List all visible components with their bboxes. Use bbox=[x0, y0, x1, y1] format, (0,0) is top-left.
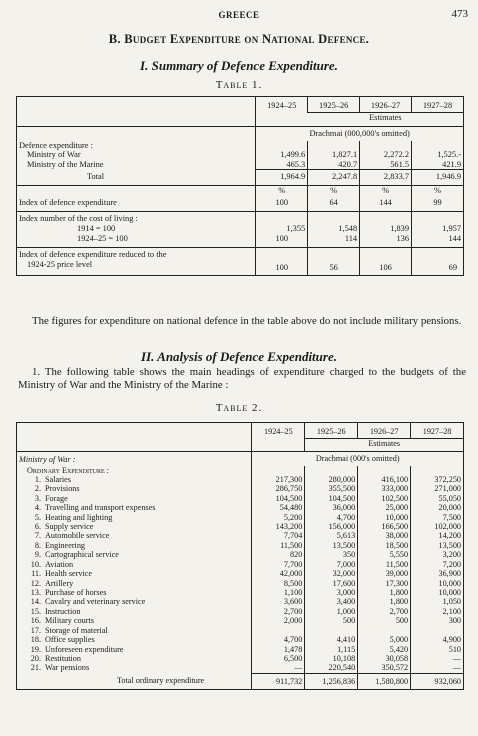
table-row bbox=[17, 607, 464, 616]
t2-row-text: Storage of material bbox=[45, 625, 108, 635]
table1-title: Table 1. bbox=[215, 79, 263, 91]
t2-cell: 1,100 bbox=[252, 588, 305, 597]
t1-unit-label: Drachmai (000,000's omitted) bbox=[256, 127, 464, 141]
t2-cell: 220,540 bbox=[305, 663, 358, 673]
t2-cell: 36,000 bbox=[305, 503, 358, 512]
t2-cell: 2,100 bbox=[411, 607, 464, 616]
t2-row-label bbox=[17, 475, 252, 484]
t1-cell: 114 bbox=[308, 234, 360, 248]
t2-row-label bbox=[17, 494, 252, 503]
table-row bbox=[17, 522, 464, 531]
table-row bbox=[17, 588, 464, 597]
t2-total-cell: 911,732 bbox=[252, 673, 305, 689]
t2-row-text: Heating and lighting bbox=[45, 512, 113, 522]
t2-cell: 500 bbox=[305, 616, 358, 625]
t2-row-number: 15. bbox=[30, 606, 41, 616]
t2-cell: 10,108 bbox=[305, 654, 358, 663]
t2-cell: 36,900 bbox=[411, 569, 464, 578]
t2-row-text: Travelling and transport expenses bbox=[45, 503, 156, 513]
t2-cell: 4,410 bbox=[305, 635, 358, 644]
subsection-title-summary: I. Summary of Defence Expenditure. bbox=[140, 58, 338, 73]
t2-cell: 1,115 bbox=[305, 645, 358, 654]
t2-row-label bbox=[17, 550, 252, 559]
table-row bbox=[17, 560, 464, 569]
t2-cell: 500 bbox=[358, 616, 411, 625]
t2-row-text: Military courts bbox=[45, 616, 94, 626]
t1-cell: 1,355 bbox=[256, 224, 308, 234]
t2-row-text: Supply service bbox=[45, 522, 94, 532]
t2-row-label bbox=[17, 597, 252, 606]
t1-cell: 56 bbox=[308, 260, 360, 276]
t1-cell: 2,272.2 bbox=[360, 150, 412, 160]
t1-cell: 69 bbox=[412, 260, 464, 276]
table2 bbox=[16, 422, 464, 690]
table-row bbox=[17, 541, 464, 550]
t2-cell: 217,300 bbox=[252, 475, 305, 484]
t2-cell: 333,000 bbox=[358, 484, 411, 493]
t2-row-number: 19. bbox=[30, 644, 41, 654]
t1-cost-heading: Index number of the cost of living : bbox=[19, 214, 138, 224]
t2-row-number: 12. bbox=[30, 578, 41, 588]
table-row bbox=[17, 579, 464, 588]
t2-cell: 4,900 bbox=[411, 635, 464, 644]
t2-cell: 104,500 bbox=[252, 494, 305, 503]
t2-cell: 510 bbox=[411, 645, 464, 654]
section-title: B. Budget Expenditure on National Defence. bbox=[108, 32, 370, 46]
t2-cell: 8,500 bbox=[252, 579, 305, 588]
t2-cell bbox=[411, 626, 464, 635]
t2-cell: 3,600 bbox=[252, 597, 305, 606]
t2-col-header: 1924–25 bbox=[252, 423, 305, 439]
t1-cell: 1,499.6 bbox=[256, 150, 308, 160]
table-row bbox=[17, 626, 464, 635]
table-row bbox=[17, 513, 464, 522]
t2-cell: 286,750 bbox=[252, 484, 305, 493]
subsection-title-analysis: II. Analysis of Defence Expenditure. bbox=[141, 349, 337, 364]
t2-ministry-label: Ministry of War : bbox=[19, 455, 76, 464]
t2-row-label bbox=[17, 531, 252, 540]
t2-cell: 1,478 bbox=[252, 645, 305, 654]
t2-cell: 1,800 bbox=[358, 588, 411, 597]
t1-cell: 136 bbox=[360, 234, 412, 248]
t1-row-label: Ministry of the Marine bbox=[27, 159, 104, 169]
t2-row-number: 10. bbox=[30, 559, 41, 569]
t2-row-text: Health service bbox=[45, 569, 93, 579]
t2-row-label bbox=[17, 484, 252, 493]
t2-cell: 4,700 bbox=[252, 635, 305, 644]
t2-cell: 5,613 bbox=[305, 531, 358, 540]
t2-cell: 20,000 bbox=[411, 503, 464, 512]
t2-cell: 416,100 bbox=[358, 475, 411, 484]
t2-cell: 5,200 bbox=[252, 513, 305, 522]
t2-cell: 11,500 bbox=[252, 541, 305, 550]
table1-note: The figures for expenditure on national defence in the table above do not include military pensions. bbox=[32, 315, 462, 327]
t2-row-number: 5. bbox=[34, 512, 41, 522]
t1-defence-heading: Defence expenditure : bbox=[19, 140, 93, 150]
t1-cell: 144 bbox=[360, 198, 412, 212]
t2-cell: 54,480 bbox=[252, 503, 305, 512]
t2-row-label bbox=[17, 513, 252, 522]
table2-title: Table 2. bbox=[215, 402, 263, 414]
t2-cell: 7,500 bbox=[411, 513, 464, 522]
t2-cell: 13,500 bbox=[411, 541, 464, 550]
t1-cell: 421.9 bbox=[412, 160, 464, 170]
t2-row-label bbox=[17, 663, 252, 673]
t1-row-label: Index of defence expenditure bbox=[19, 197, 117, 207]
t1-cell: 420.7 bbox=[308, 160, 360, 170]
t2-cell: 7,000 bbox=[305, 560, 358, 569]
table-row bbox=[17, 503, 464, 512]
table-row bbox=[17, 569, 464, 578]
t2-cell: 3,000 bbox=[305, 588, 358, 597]
t2-row-number: 3. bbox=[34, 493, 41, 503]
t2-cell: 2,700 bbox=[252, 607, 305, 616]
t2-col-header: 1927–28 bbox=[411, 423, 464, 439]
t2-cell: 820 bbox=[252, 550, 305, 559]
t2-row-text: Artillery bbox=[45, 578, 74, 588]
table-row bbox=[17, 616, 464, 625]
t2-cell: 6,500 bbox=[252, 654, 305, 663]
t2-cell: 30,058 bbox=[358, 654, 411, 663]
t1-cell: 1,839 bbox=[360, 224, 412, 234]
t2-cell: 102,000 bbox=[411, 522, 464, 531]
t2-cell: 32,000 bbox=[305, 569, 358, 578]
t2-cell: 350 bbox=[305, 550, 358, 559]
t2-cell: 17,300 bbox=[358, 579, 411, 588]
t2-row-text: Cartographical service bbox=[45, 550, 119, 560]
table-row bbox=[17, 531, 464, 540]
t2-row-label bbox=[17, 588, 252, 597]
t2-col-header: 1925–26 bbox=[305, 423, 358, 439]
t2-row-text: Aviation bbox=[45, 559, 74, 569]
t2-row-text: Provisions bbox=[45, 484, 80, 494]
t2-row-text: Forage bbox=[45, 493, 68, 503]
t2-row-number: 2. bbox=[34, 484, 41, 494]
t2-cell: 350,572 bbox=[358, 663, 411, 673]
t2-row-text: Engineering bbox=[45, 540, 86, 550]
t2-row-label bbox=[17, 626, 252, 635]
t2-row-label bbox=[17, 616, 252, 625]
t2-cell: 5,550 bbox=[358, 550, 411, 559]
t2-estimates-label: Estimates bbox=[305, 439, 464, 452]
running-header: GREECE bbox=[218, 10, 260, 20]
t2-cell: 55,050 bbox=[411, 494, 464, 503]
t1-cell: 1,525.- bbox=[412, 150, 464, 160]
t2-row-text: Instruction bbox=[45, 606, 81, 616]
t1-cell: 1,548 bbox=[308, 224, 360, 234]
t1-cell: 99 bbox=[412, 198, 464, 212]
t1-row-label: 1924-25 price level bbox=[27, 259, 93, 269]
t1-pct: % bbox=[360, 186, 412, 198]
table-row bbox=[17, 645, 464, 654]
t2-total-label: Total ordinary expenditure bbox=[117, 676, 205, 686]
t1-cell: 465.3 bbox=[256, 160, 308, 170]
t1-cell: 561.5 bbox=[360, 160, 412, 170]
t2-cell: 166,500 bbox=[358, 522, 411, 531]
t1-cell: 100 bbox=[256, 260, 308, 276]
t2-cell: 4,700 bbox=[305, 513, 358, 522]
t1-cell: 144 bbox=[412, 234, 464, 248]
t2-row-label bbox=[17, 503, 252, 512]
t2-row-number: 14. bbox=[30, 597, 41, 607]
table-row bbox=[17, 597, 464, 606]
t2-cell: 143,200 bbox=[252, 522, 305, 531]
table-row bbox=[17, 475, 464, 484]
table1 bbox=[16, 96, 464, 276]
t1-col-header: 1925–26 bbox=[308, 97, 360, 113]
t2-cell: 11,500 bbox=[358, 560, 411, 569]
t2-cell: 1,000 bbox=[305, 607, 358, 616]
t2-row-label bbox=[17, 522, 252, 531]
table-row bbox=[17, 635, 464, 644]
t2-cell: 2,700 bbox=[358, 607, 411, 616]
t2-cell: 14,200 bbox=[411, 531, 464, 540]
t2-cell: 10,000 bbox=[358, 513, 411, 522]
table-row bbox=[17, 484, 464, 493]
t2-row-text: Salaries bbox=[45, 474, 71, 484]
t1-total-cell: 2,247.8 bbox=[308, 170, 360, 186]
page-number: 473 bbox=[451, 8, 468, 20]
table-row bbox=[17, 494, 464, 503]
t2-cell bbox=[252, 626, 305, 635]
t1-pct: % bbox=[412, 186, 464, 198]
t2-cell: — bbox=[411, 654, 464, 663]
t2-cell: 355,500 bbox=[305, 484, 358, 493]
t1-row-label: 1924–25 = 100 bbox=[77, 233, 128, 243]
t2-row-label bbox=[17, 607, 252, 616]
t2-cell: — bbox=[411, 663, 464, 673]
t2-cell: 10,000 bbox=[411, 579, 464, 588]
t2-cell: 156,000 bbox=[305, 522, 358, 531]
t2-row-label bbox=[17, 569, 252, 578]
t2-row-number: 11. bbox=[31, 569, 41, 579]
t2-row-text: Purchase of horses bbox=[45, 587, 107, 597]
t2-row-number: 18. bbox=[30, 635, 41, 645]
t1-total-label: Total bbox=[87, 171, 105, 181]
t2-row-text: Restitution bbox=[45, 653, 81, 663]
t2-cell bbox=[358, 626, 411, 635]
t2-row-text: Cavalry and veterinary service bbox=[45, 597, 146, 607]
table2-intro bbox=[18, 366, 466, 392]
t2-body bbox=[17, 475, 464, 673]
t1-row-label: 1914 = 100 bbox=[77, 224, 116, 234]
t2-cell: — bbox=[252, 663, 305, 673]
t2-total-cell: 1,580,800 bbox=[358, 673, 411, 689]
t2-cell: 372,250 bbox=[411, 475, 464, 484]
t2-row-number: 6. bbox=[34, 522, 41, 532]
t2-row-number: 7. bbox=[34, 531, 41, 541]
t1-cell: 100 bbox=[256, 234, 308, 248]
t2-cell: 1,800 bbox=[358, 597, 411, 606]
t2-row-number: 9. bbox=[34, 550, 41, 560]
t2-cell: 5,000 bbox=[358, 635, 411, 644]
table-row bbox=[17, 663, 464, 673]
t1-cell: 64 bbox=[308, 198, 360, 212]
t2-cell: 13,500 bbox=[305, 541, 358, 550]
table-row bbox=[17, 550, 464, 559]
t1-cell: 1,957 bbox=[412, 224, 464, 234]
t2-cell: 42,000 bbox=[252, 569, 305, 578]
t2-row-number: 21. bbox=[30, 663, 41, 673]
t2-cell: 38,000 bbox=[358, 531, 411, 540]
t1-col-header: 1927–28 bbox=[412, 97, 464, 113]
t2-row-number: 20. bbox=[30, 653, 41, 663]
t2-cell: 3,200 bbox=[411, 550, 464, 559]
t2-row-number: 1. bbox=[34, 474, 41, 484]
t2-row-text: Unforeseen expenditure bbox=[45, 644, 124, 654]
t2-row-label bbox=[17, 635, 252, 644]
t2-cell: 280,000 bbox=[305, 475, 358, 484]
t1-cell: 106 bbox=[360, 260, 412, 276]
t2-row-number: 4. bbox=[34, 503, 41, 513]
t2-cell: 17,600 bbox=[305, 579, 358, 588]
t1-total-cell: 1,964.9 bbox=[256, 170, 308, 186]
t2-row-label bbox=[17, 560, 252, 569]
t1-pct: % bbox=[256, 186, 308, 198]
t2-cell: 18,500 bbox=[358, 541, 411, 550]
t2-cell: 102,500 bbox=[358, 494, 411, 503]
t2-cell: 10,000 bbox=[411, 588, 464, 597]
t2-row-number: 8. bbox=[34, 540, 41, 550]
t2-row-number: 16. bbox=[30, 616, 41, 626]
t1-row-label: Index of defence expenditure reduced to the bbox=[19, 250, 167, 260]
t1-total-cell: 2,833.7 bbox=[360, 170, 412, 186]
t2-cell bbox=[305, 626, 358, 635]
t2-cell: 25,000 bbox=[358, 503, 411, 512]
t2-row-label bbox=[17, 541, 252, 550]
t2-cell: 2,000 bbox=[252, 616, 305, 625]
t2-row-text: War pensions bbox=[45, 663, 90, 673]
t2-row-text: Office supplies bbox=[45, 635, 95, 645]
t2-cell: 3,400 bbox=[305, 597, 358, 606]
table-row bbox=[17, 654, 464, 663]
t2-cell: 7,704 bbox=[252, 531, 305, 540]
t1-cell: 1,827.1 bbox=[308, 150, 360, 160]
t2-total-cell: 932,060 bbox=[411, 673, 464, 689]
t1-pct: % bbox=[308, 186, 360, 198]
t2-cell: 300 bbox=[411, 616, 464, 625]
t2-total-cell: 1,256,836 bbox=[305, 673, 358, 689]
t1-estimates-label: Estimates bbox=[308, 113, 464, 127]
t2-unit-label: Drachmai (000's omitted) bbox=[252, 452, 464, 466]
t1-row-label: Ministry of War bbox=[27, 150, 81, 160]
t2-row-number: 17. bbox=[30, 625, 41, 635]
t2-cell: 39,000 bbox=[358, 569, 411, 578]
t2-col-header: 1926–27 bbox=[358, 423, 411, 439]
t2-cell: 1,050 bbox=[411, 597, 464, 606]
t2-cell: 7,700 bbox=[252, 560, 305, 569]
intro-text: 1. The following table shows the main headings of expenditure charged to the budgets of the Ministry of War and the Ministry of the Marine : bbox=[18, 366, 466, 391]
t1-col-header: 1924–25 bbox=[256, 97, 308, 113]
t2-cell: 271,000 bbox=[411, 484, 464, 493]
t2-row-label bbox=[17, 579, 252, 588]
t1-total-cell: 1,946.9 bbox=[412, 170, 464, 186]
t1-cell: 100 bbox=[256, 198, 308, 212]
t2-row-label bbox=[17, 654, 252, 663]
t1-col-header: 1926–27 bbox=[360, 97, 412, 113]
t2-row-label bbox=[17, 645, 252, 654]
t2-cell: 5,420 bbox=[358, 645, 411, 654]
t2-cell: 104,500 bbox=[305, 494, 358, 503]
t2-row-text: Automobile service bbox=[45, 531, 110, 541]
t2-cell: 7,200 bbox=[411, 560, 464, 569]
t2-ordinary-label: Ordinary Expenditure : bbox=[27, 465, 109, 475]
t2-row-number: 13. bbox=[30, 587, 41, 597]
